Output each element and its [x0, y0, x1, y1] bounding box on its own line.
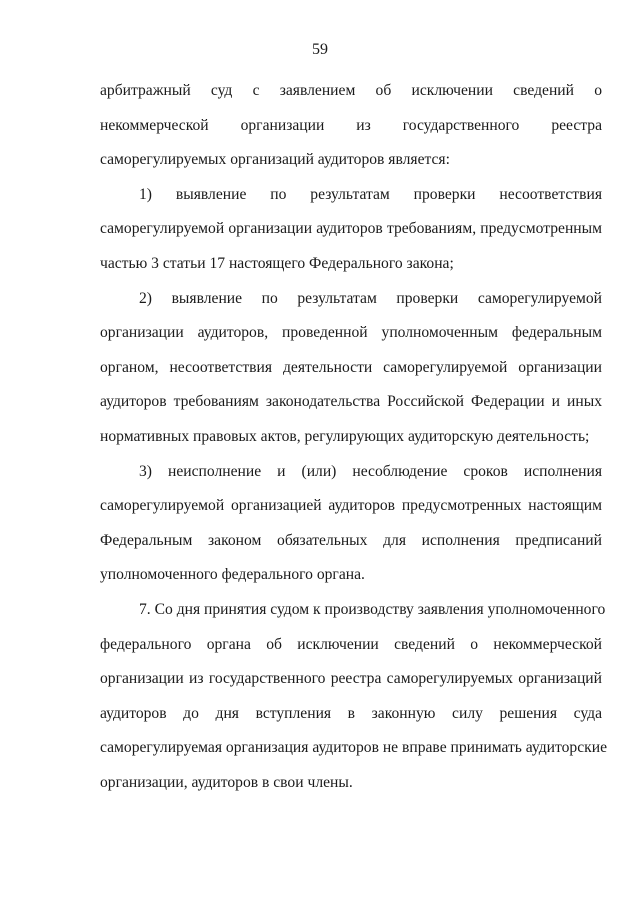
text-line: частью 3 статьи 17 настоящего Федерального закона; — [100, 254, 454, 272]
text-line: уполномоченного федерального органа. — [100, 566, 365, 584]
text-line: 3) неисполнение и (или) несоблюдение сроков исполнения — [139, 462, 602, 480]
list-item-2 — [100, 282, 602, 455]
text-line: 1) выявление по результатам проверки несоответствия — [139, 185, 602, 203]
text-line: саморегулируемых организаций аудиторов является: — [100, 151, 450, 169]
text-line: федерального органа об исключении сведений о некоммерческой — [100, 635, 602, 653]
text-line: нормативных правовых актов, регулирующих аудиторскую деятельность; — [100, 427, 590, 445]
text-line: органом, несоответствия деятельности саморегулируемой организации — [100, 358, 602, 376]
text-line: аудиторов до дня вступления в законную силу решения суда — [100, 704, 602, 722]
text-line: саморегулируемой организацией аудиторов предусмотренных настоящим — [100, 497, 602, 515]
paragraph-continuation — [100, 74, 602, 178]
text-line: организации из государственного реестра саморегулируемых организаций — [100, 670, 602, 688]
text-line: организации аудиторов, проведенной уполномоченным федеральным — [100, 324, 602, 342]
text-line: 2) выявление по результатам проверки саморегулируемой — [139, 289, 602, 307]
page-number: 59 — [312, 41, 328, 58]
text-line: арбитражный суд с заявлением об исключении сведений о — [100, 82, 602, 99]
text-line: 7. Со дня принятия судом к производству заявления уполномоченного — [139, 600, 606, 618]
section-7-paragraph — [100, 593, 607, 801]
body-text — [100, 74, 607, 800]
text-line: саморегулируемая организация аудиторов не вправе принимать аудиторские — [100, 739, 607, 757]
text-line: организации, аудиторов в свои члены. — [100, 773, 353, 791]
list-item-3 — [100, 455, 602, 593]
text-line: аудиторов требованиям законодательства Российской Федерации и иных — [100, 393, 602, 411]
text-line: некоммерческой организации из государственного реестра — [100, 116, 602, 134]
list-item-1 — [100, 178, 602, 282]
text-line: Федеральным законом обязательных для исполнения предписаний — [100, 531, 602, 549]
text-line: саморегулируемой организации аудиторов требованиям, предусмотренным — [100, 220, 602, 238]
